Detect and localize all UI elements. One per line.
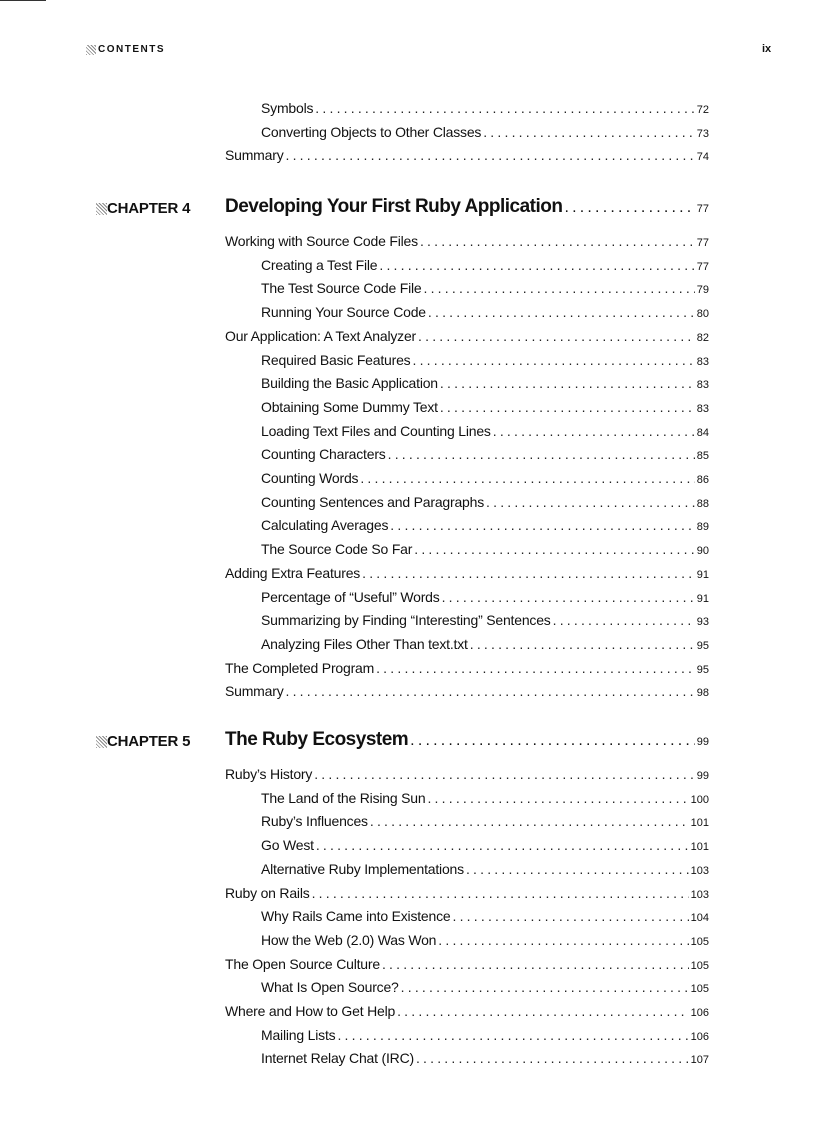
toc-entry-page: 95 (696, 639, 709, 652)
toc-entry-title: How the Web (2.0) Was Won (261, 931, 437, 948)
dot-leader (412, 352, 694, 368)
dot-leader (337, 1027, 688, 1043)
dot-leader (388, 446, 695, 462)
hatch-marker-icon (96, 203, 107, 215)
toc-entry-title: Counting Words (261, 470, 359, 486)
top-rule (0, 0, 46, 1)
toc-entry-page: 74 (696, 151, 709, 164)
hatch-marker-icon (96, 736, 107, 748)
dot-leader (401, 979, 689, 995)
dot-leader (427, 790, 688, 806)
toc-entry-page: 82 (696, 331, 709, 344)
dot-leader (428, 304, 695, 320)
toc-entry-page: 85 (696, 450, 709, 463)
dot-leader (416, 1050, 689, 1066)
toc-entry[interactable] (225, 233, 709, 249)
toc-entry[interactable] (225, 956, 709, 972)
toc-entry-page: 103 (690, 888, 709, 901)
toc-entry-title: The Completed Program (225, 659, 375, 676)
hatch-marker-icon (86, 45, 96, 55)
toc-entry-page: 105 (690, 959, 709, 972)
toc-entry-page: 105 (690, 983, 709, 996)
toc-entry[interactable] (261, 494, 709, 510)
toc-entry-title: Ruby’s History (225, 766, 313, 782)
toc-entry-title: Adding Extra Features (225, 564, 361, 581)
dot-leader (312, 885, 689, 901)
dot-leader (418, 328, 695, 344)
dot-leader (362, 565, 695, 581)
toc-entry[interactable] (261, 636, 709, 652)
toc-entry-title: Building the Basic Application (261, 375, 438, 392)
toc-entry-title: Ruby on Rails (225, 884, 310, 901)
chapter-entry[interactable] (225, 196, 709, 218)
toc-entry[interactable] (261, 100, 709, 116)
chapter-number: CHAPTER 5 (107, 733, 191, 750)
toc-entry-page: 100 (690, 793, 709, 806)
dot-leader (390, 517, 694, 533)
toc-entry[interactable] (261, 589, 709, 605)
toc-entry-title: Loading Text Files and Counting Lines (261, 422, 491, 439)
chapter-page: 77 (696, 203, 709, 215)
toc-entry-title: Working with Source Code Files (225, 233, 418, 249)
toc-entry-title: Our Application: A Text Analyzer (225, 327, 417, 344)
dot-leader (397, 1003, 689, 1019)
toc-entry-page: 93 (696, 616, 709, 629)
dot-leader (315, 100, 694, 116)
dot-leader (420, 233, 695, 249)
toc-entry[interactable] (261, 813, 709, 829)
toc-entry-page: 101 (690, 841, 709, 854)
toc-entry[interactable] (261, 612, 709, 628)
toc-entry-page: 99 (696, 770, 709, 782)
toc-entry[interactable] (261, 517, 709, 533)
toc-entry[interactable] (225, 328, 709, 344)
dot-leader (466, 861, 689, 877)
dot-leader (564, 199, 694, 217)
toc-entry-title: Percentage of “Useful” Words (261, 588, 440, 605)
toc-entry-page: 91 (696, 592, 709, 605)
toc-entry[interactable] (261, 470, 709, 486)
dot-leader (382, 956, 689, 972)
dot-leader (424, 280, 695, 296)
toc-entry-title: Summarizing by Finding “Interesting” Sentences (261, 612, 551, 629)
dot-leader (440, 399, 695, 415)
toc-entry-title: The Open Source Culture (225, 955, 380, 972)
toc-entry[interactable] (261, 541, 709, 557)
toc-entry-title: The Land of the Rising Sun (261, 789, 426, 806)
chapter-label (96, 200, 190, 217)
toc-entry[interactable] (261, 352, 709, 368)
toc-entry-page: 83 (696, 355, 709, 368)
toc-entry[interactable] (261, 375, 709, 391)
toc-entry-page: 80 (696, 308, 709, 321)
toc-entry[interactable] (261, 908, 709, 924)
toc-entry[interactable] (225, 147, 709, 163)
toc-entry-title: Summary (225, 683, 284, 700)
dot-leader (286, 147, 695, 163)
toc-entry-title: Counting Sentences and Paragraphs (261, 493, 485, 510)
chapter-title: Developing Your First Ruby Application (225, 196, 563, 217)
dot-leader (379, 257, 694, 273)
toc-entry-title: Creating a Test File (261, 256, 378, 273)
dot-leader (376, 660, 695, 676)
toc-entry[interactable] (261, 446, 709, 462)
toc-entry-title: Ruby’s Influences (261, 813, 368, 830)
toc-entry[interactable] (261, 837, 709, 853)
toc-entry-page: 83 (696, 379, 709, 392)
toc-entry[interactable] (225, 885, 709, 901)
toc-entry-title: The Test Source Code File (261, 280, 422, 297)
toc-entry-title: Go West (261, 837, 314, 854)
toc-entry-page: 77 (696, 237, 709, 249)
page-number: ix (762, 43, 772, 55)
dot-leader (440, 375, 695, 391)
toc-entry-title: Internet Relay Chat (IRC) (261, 1050, 414, 1067)
dot-leader (414, 541, 695, 557)
toc-entry-title: Why Rails Came into Existence (261, 908, 451, 925)
toc-entry-page: 86 (696, 474, 709, 486)
toc-entry-title: Calculating Averages (261, 517, 389, 534)
toc-entry-page: 106 (690, 1007, 709, 1019)
toc-entry[interactable] (261, 423, 709, 439)
dot-leader (486, 494, 695, 510)
toc-entry-page: 103 (690, 864, 709, 877)
toc-entry-page: 79 (696, 284, 709, 297)
toc-entry[interactable] (225, 1003, 709, 1019)
toc-entry-page: 98 (696, 687, 709, 700)
toc-entry[interactable] (225, 660, 709, 676)
toc-entry-page: 88 (696, 497, 709, 510)
toc-entry-title: Symbols (261, 100, 314, 116)
toc-entry[interactable] (261, 304, 709, 320)
toc-entry-title: Analyzing Files Other Than text.txt (261, 635, 468, 652)
toc-entry-page: 107 (690, 1054, 709, 1067)
dot-leader (553, 612, 695, 628)
toc-entry-page: 72 (696, 104, 709, 116)
dot-leader (493, 423, 695, 439)
toc-entry-title: Obtaining Some Dummy Text (261, 398, 438, 415)
chapter-title: The Ruby Ecosystem (225, 729, 409, 750)
toc-entry[interactable] (261, 932, 709, 948)
toc-entry[interactable] (225, 766, 709, 782)
toc-entry[interactable] (261, 1050, 709, 1066)
toc-entry[interactable] (225, 565, 709, 581)
section-title: CONTENTS (98, 44, 165, 55)
toc-entry[interactable] (261, 124, 709, 140)
chapter-page: 99 (696, 736, 709, 748)
toc-entry-page: 104 (690, 912, 709, 925)
dot-leader (410, 732, 695, 750)
dot-leader (286, 683, 695, 699)
chapter-entry[interactable] (225, 729, 709, 751)
chapter-label (96, 733, 190, 750)
toc-entry-title: Summary (225, 147, 284, 164)
toc-entry-page: 77 (696, 260, 709, 273)
toc-entry-page: 91 (696, 568, 709, 581)
dot-leader (370, 813, 689, 829)
dot-leader (442, 589, 695, 605)
toc-entry-page: 84 (696, 426, 709, 439)
toc-entry-page: 73 (696, 127, 709, 140)
toc-entry-title: The Source Code So Far (261, 541, 413, 558)
dot-leader (314, 766, 695, 782)
toc-entry[interactable] (225, 683, 709, 699)
dot-leader (438, 932, 688, 948)
toc-entry[interactable] (261, 280, 709, 296)
dot-leader (316, 837, 689, 853)
dot-leader (360, 470, 694, 486)
toc-entry-title: Counting Characters (261, 446, 386, 463)
dot-leader (453, 908, 689, 924)
toc-entry-title: What Is Open Source? (261, 979, 399, 996)
toc-entry-title: Running Your Source Code (261, 304, 426, 321)
toc-entry-page: 83 (696, 402, 709, 415)
toc-entry-title: Where and How to Get Help (225, 1003, 396, 1019)
toc-entry-page: 106 (690, 1030, 709, 1043)
toc-entry-title: Required Basic Features (261, 351, 411, 368)
toc-entry-title: Alternative Ruby Implementations (261, 860, 464, 877)
toc-entry[interactable] (261, 979, 709, 995)
toc-entry-title: Mailing Lists (261, 1026, 336, 1043)
toc-entry-page: 90 (696, 545, 709, 558)
dot-leader (470, 636, 695, 652)
toc-entry-page: 101 (690, 817, 709, 830)
chapter-number: CHAPTER 4 (107, 200, 191, 217)
toc-entry[interactable] (261, 790, 709, 806)
toc-entry-title: Converting Objects to Other Classes (261, 123, 482, 140)
toc-entry-page: 89 (696, 521, 709, 534)
toc-entry-page: 105 (690, 935, 709, 948)
dot-leader (483, 124, 695, 140)
toc-entry[interactable] (261, 1027, 709, 1043)
running-header (86, 44, 165, 55)
toc-entry[interactable] (261, 861, 709, 877)
toc-entry[interactable] (261, 399, 709, 415)
toc-entry-page: 95 (696, 663, 709, 676)
toc-entry[interactable] (261, 257, 709, 273)
